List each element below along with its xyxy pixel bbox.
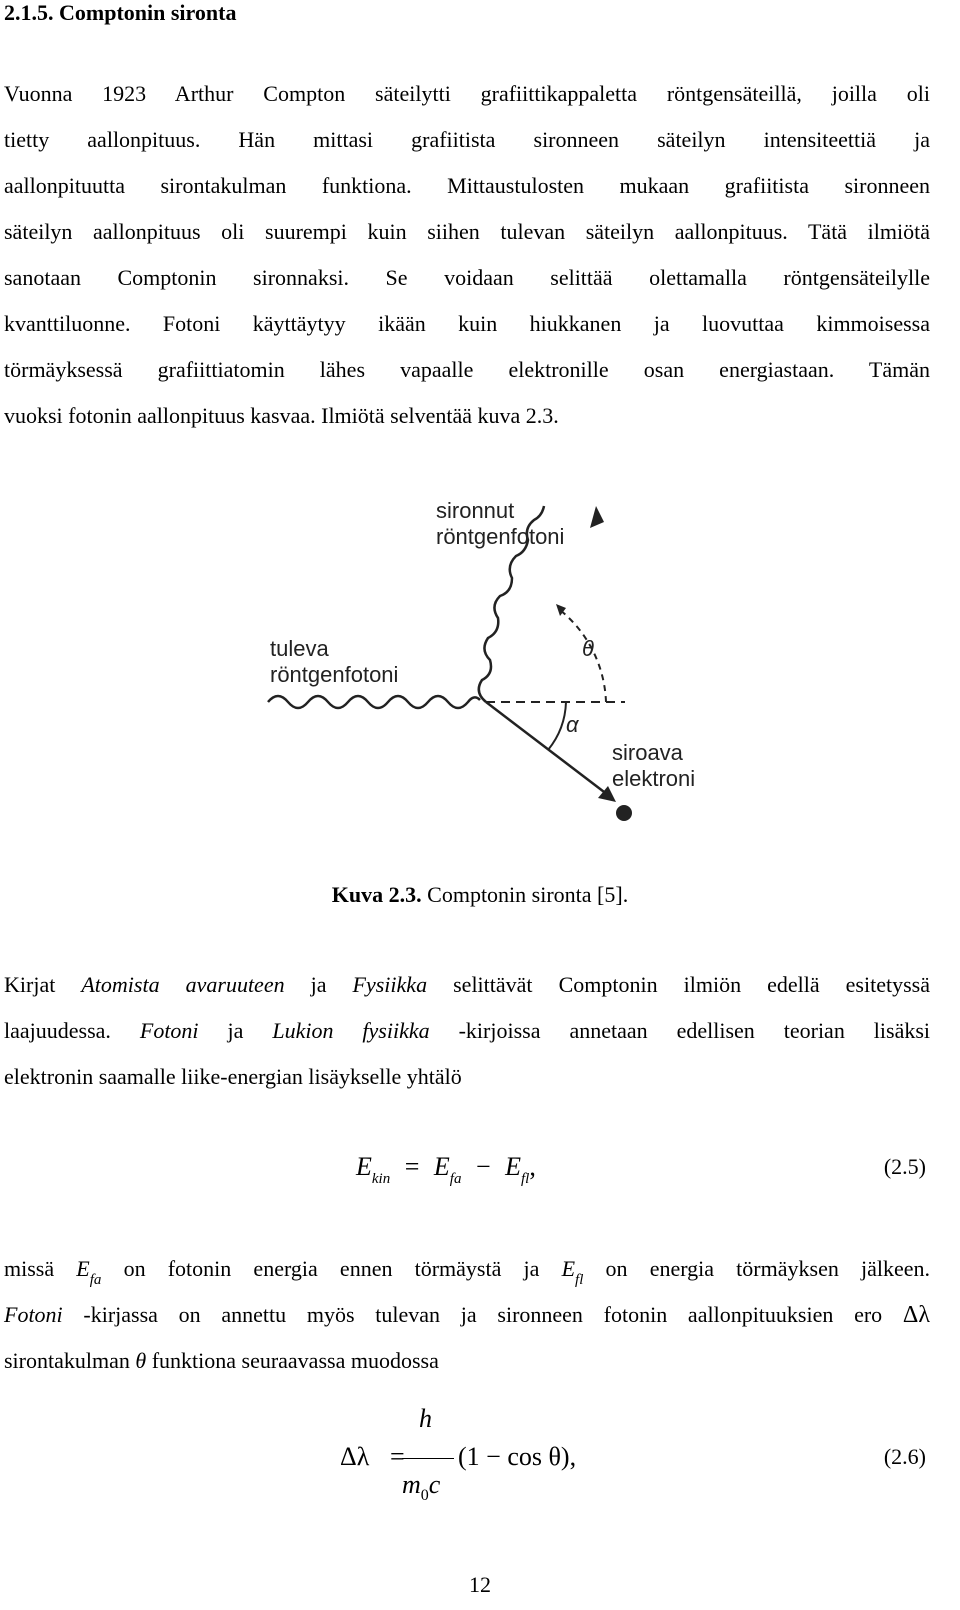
paragraph-books xyxy=(4,962,930,1100)
equation-number-2-5: (2.5) xyxy=(883,1154,926,1179)
paragraph-intro xyxy=(4,71,930,439)
book-title: Fotoni xyxy=(139,1018,199,1043)
alpha-arc xyxy=(548,702,566,750)
paragraph-line: sirontakulman θ funktiona seuraavassa muodossa xyxy=(4,1348,439,1373)
book-title: Lukion fysiikka xyxy=(272,1018,430,1043)
paragraph-line: sanotaan Comptonin sironnaksi. Se voidaan selittää olettamalla röntgensäteilylle xyxy=(4,265,930,290)
paragraph-line: aallonpituutta sirontakulman funktiona. Mittaustulosten mukaan grafiitista sironneen xyxy=(4,173,930,198)
paragraph-line: elektronin saamalle liike-energian lisäykselle yhtälö xyxy=(4,1064,462,1089)
label-electron-line2: elektroni xyxy=(612,766,696,791)
equation-2-5: $E_{kin} = E_{fa} - E_{fl}$, xyxy=(356,1152,536,1187)
caption-text: Comptonin sironta [5]. xyxy=(421,882,629,907)
equation-number-2-6: (2.6) xyxy=(883,1444,926,1469)
page-number: 12 xyxy=(469,1572,491,1597)
paragraph-line: Fotoni -kirjassa on annettu myös tulevan ja sironneen fotonin aallonpituuksien ero Δλ xyxy=(4,1302,930,1328)
paragraph-line: Kirjat Atomista avaruuteen ja Fysiikka selittävät Comptonin ilmiön edellä esitetyssä xyxy=(4,972,930,997)
incoming-photon-wave xyxy=(268,696,480,708)
paragraph-line: säteilyn aallonpituus oli suurempi kuin siihen tulevan säteilyn aallonpituus. Tätä ilmiötä xyxy=(4,219,930,244)
label-scattered-line2: röntgenfotoni xyxy=(436,524,565,549)
book-title: Fotoni xyxy=(4,1302,63,1327)
paragraph-line: tietty aallonpituus. Hän mittasi grafiitista sironneen säteilyn intensiteettiä ja xyxy=(4,127,930,152)
alpha-label: α xyxy=(566,712,579,737)
label-scattered-line1: sironnut xyxy=(436,498,515,523)
compton-scattering-figure xyxy=(0,470,960,830)
label-incoming-line2: röntgenfotoni xyxy=(270,662,399,687)
label-incoming-line1: tuleva xyxy=(270,636,329,661)
label-electron-line1: siroava xyxy=(612,740,683,765)
paragraph-line: vuoksi fotonin aallonpituus kasvaa. Ilmiötä selventää kuva 2.3. xyxy=(4,403,559,428)
paragraph-line: Vuonna 1923 Arthur Compton säteilytti grafiittikappaletta röntgensäteillä, joilla oli xyxy=(4,81,930,106)
book-title: Atomista avaruuteen xyxy=(81,972,285,997)
paragraph-definitions xyxy=(4,1246,930,1384)
equation-2-6: Δλ = h $m_0c$ (1 − cos θ), xyxy=(340,1404,577,1504)
figure-caption xyxy=(0,880,960,910)
paragraph-line: kvanttiluonne. Fotoni käyttäytyy ikään kuin hiukkanen ja luovuttaa kimmoisessa xyxy=(4,311,930,336)
paragraph-line: missä $E_{fa}$ on fotonin energia ennen törmäystä ja $E_{fl}$ on energia törmäyksen jälkeen. xyxy=(4,1256,931,1288)
book-title: Fysiikka xyxy=(352,972,428,997)
fraction-bar xyxy=(402,1458,454,1459)
theta-label: θ xyxy=(582,636,594,661)
paragraph-line: törmäyksessä grafiittiatomin lähes vapaalle elektronille osan energiastaan. Tämän xyxy=(4,357,930,382)
electron-dot xyxy=(616,805,632,821)
scattered-photon-arrowhead xyxy=(590,506,604,528)
paragraph-line: laajuudessa. Fotoni ja Lukion fysiikka -kirjoissa annetaan edellisen teorian lisäksi xyxy=(4,1018,931,1043)
caption-label: Kuva 2.3. xyxy=(331,882,422,907)
section-title: 2.1.5. Comptonin sironta xyxy=(4,0,237,25)
